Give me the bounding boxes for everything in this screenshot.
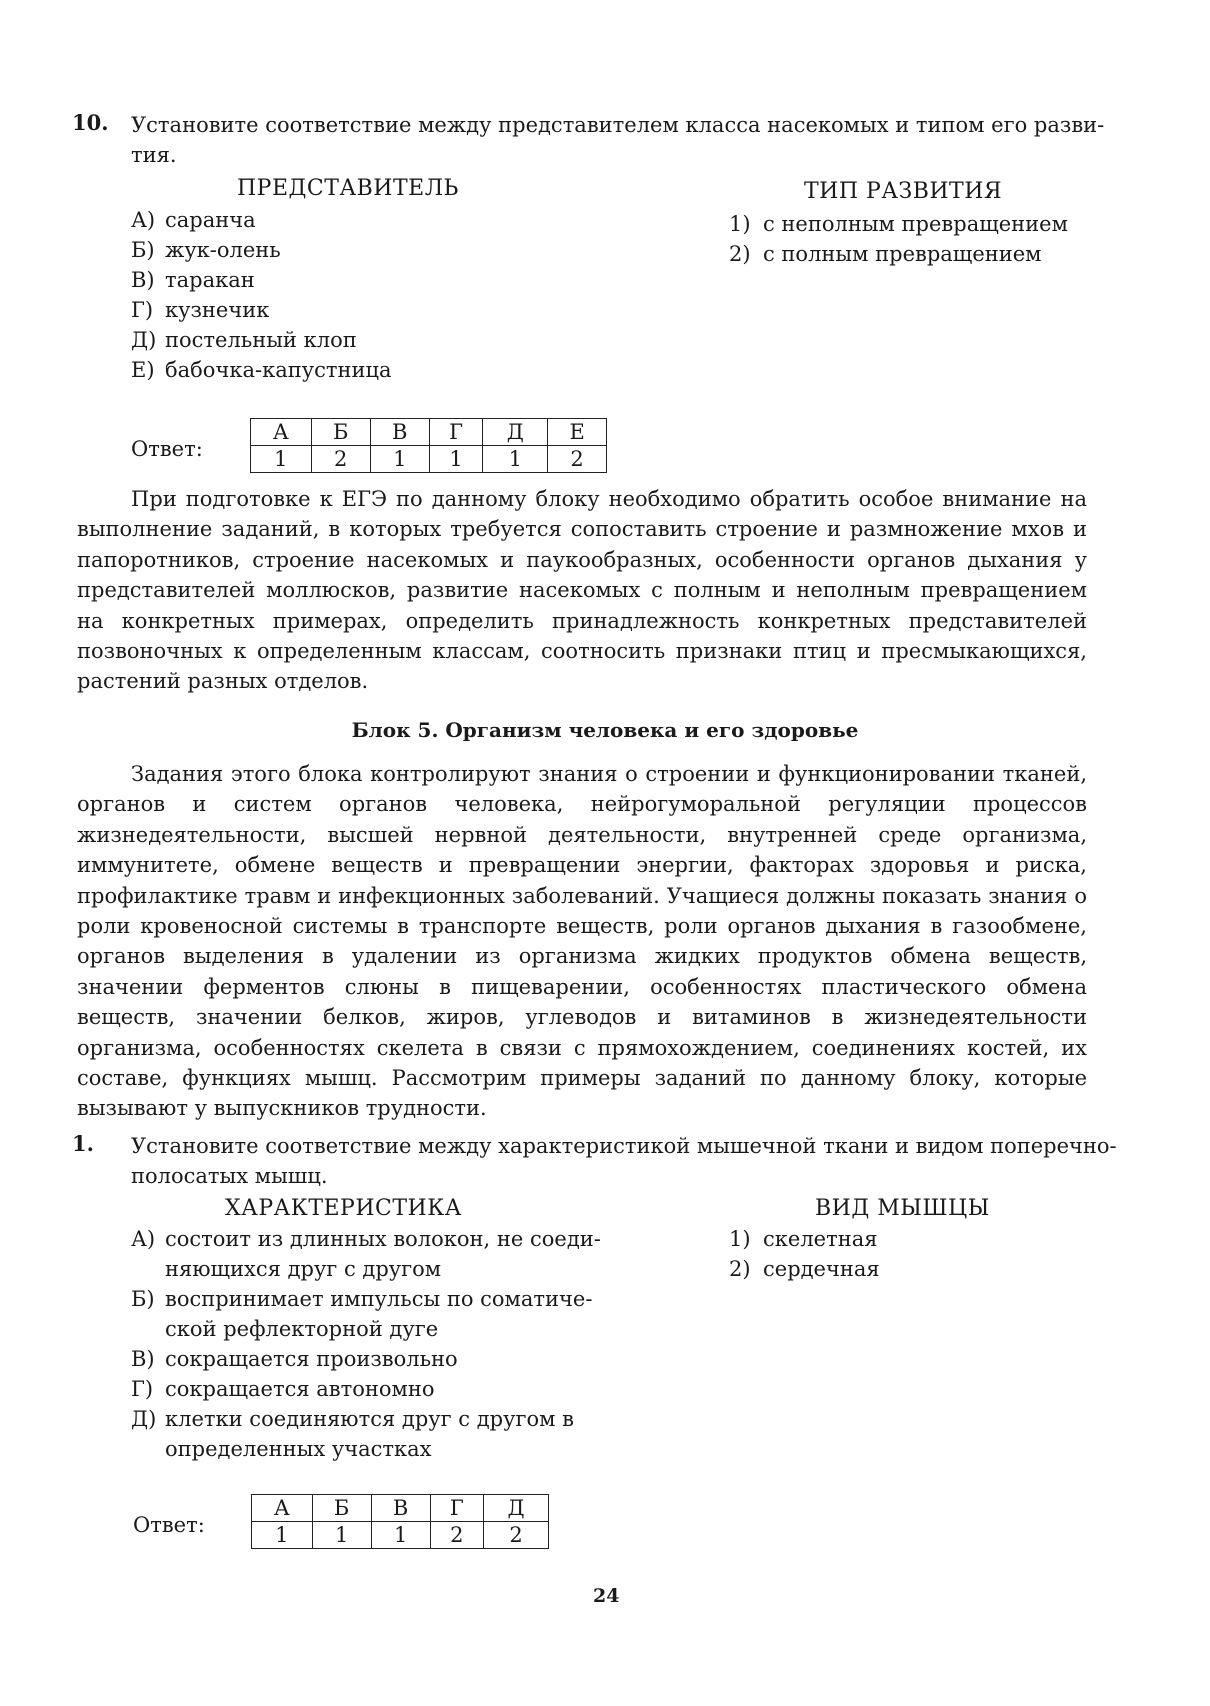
answer-header-cell: В xyxy=(371,1495,430,1522)
list-item: В) сокращается произвольно xyxy=(131,1347,458,1371)
question-text-line1: Установите соответствие между характеристикой мышечной ткани и видом поперечно- xyxy=(131,1134,1117,1158)
answer-header-row xyxy=(251,419,607,446)
left-column-header: ХАРАКТЕРИСТИКА xyxy=(225,1196,462,1221)
answer-value-cell: 1 xyxy=(312,1522,371,1549)
option-item: 2) с полным превращением xyxy=(729,242,1042,266)
answer-value-cell: 2 xyxy=(548,446,607,473)
right-column-header: ВИД МЫШЦЫ xyxy=(815,1196,990,1221)
answer-header-cell: Е xyxy=(548,419,607,446)
answer-header-cell: В xyxy=(370,419,429,446)
list-item: Д) клетки соединяются друг с другом в xyxy=(131,1407,574,1431)
list-item-continuation: няющихся друг с другом xyxy=(165,1257,442,1281)
answer-value-cell: 2 xyxy=(311,446,370,473)
question-text-line2: тия. xyxy=(131,143,177,167)
answer-header-cell: А xyxy=(252,1495,313,1522)
answer-value-row xyxy=(252,1522,549,1549)
list-item: Б) жук-олень xyxy=(131,238,281,262)
left-column-header: ПРЕДСТАВИТЕЛЬ xyxy=(237,176,459,201)
answer-value-cell: 2 xyxy=(430,1522,483,1549)
q10-options-list xyxy=(729,209,1068,269)
right-column-header: ТИП РАЗВИТИЯ xyxy=(804,179,1003,204)
answer-header-cell: Б xyxy=(311,419,370,446)
option-item: 2) сердечная xyxy=(729,1257,880,1281)
list-item: Г) сокращается автономно xyxy=(131,1377,435,1401)
answer-value-cell: 1 xyxy=(371,1522,430,1549)
answer-value-cell: 2 xyxy=(484,1522,549,1549)
question-number: 1. xyxy=(72,1131,94,1156)
answer-value-cell: 1 xyxy=(429,446,483,473)
answer-value-cell: 1 xyxy=(252,1522,313,1549)
list-item-continuation: определенных участках xyxy=(165,1437,432,1461)
option-item: 1) скелетная xyxy=(729,1227,878,1251)
question-number: 10. xyxy=(72,110,109,135)
option-item: 1) с неполным превращением xyxy=(729,212,1068,236)
list-item-continuation: ской рефлекторной дуге xyxy=(165,1317,439,1341)
q10-items-list xyxy=(131,205,391,385)
answer-value-cell: 1 xyxy=(370,446,429,473)
list-item: А) состоит из длинных волокон, не соеди- xyxy=(131,1227,601,1251)
list-item: Б) воспринимает импульсы по соматиче- xyxy=(131,1287,593,1311)
q1-options-list xyxy=(729,1224,880,1284)
answer-value-row xyxy=(251,446,607,473)
answer-header-cell: А xyxy=(251,419,312,446)
list-item: Е) бабочка-капустница xyxy=(131,358,392,382)
q1-items-list xyxy=(131,1224,601,1464)
answer-table xyxy=(250,418,607,473)
summary-paragraph: При подготовке к ЕГЭ по данному блоку необходимо обратить особое внимание на выполнение заданий, в которых требуется сопоставить строение и размножение мхов и папоротников, строение насекомых и паукообразных, особенности органов дыхания у представителей моллюсков, развитие насекомых с полным и неполным превращением на конкретных примерах, определить принадлежность конкретных представителей позвоночных к определенным классам, соотносить признаки птиц и пресмыкающихся, растений разных отделов. xyxy=(77,487,1087,694)
answer-label: Ответ: xyxy=(133,1513,205,1537)
block-title: Блок 5. Организм человека и его здоровье xyxy=(351,718,859,742)
list-item: А) саранча xyxy=(131,208,256,232)
page-number: 24 xyxy=(593,1585,620,1607)
list-item: В) таракан xyxy=(131,268,255,292)
answer-header-cell: Д xyxy=(484,1495,549,1522)
answer-table xyxy=(251,1494,549,1549)
answer-header-row xyxy=(252,1495,549,1522)
answer-header-cell: Б xyxy=(312,1495,371,1522)
answer-header-cell: Г xyxy=(430,1495,483,1522)
intro-paragraph: Задания этого блока контролируют знания о строении и функционировании тканей, органов и систем органов человека, нейрогуморальной регуляции процессов жизнедеятельности, высшей нервной деятельности, внутренней среде организма, иммунитете, обмене веществ и превращении энергии, факторах здоровья и риска, профилактике травм и инфекционных заболеваний. Учащиеся должны показать знания о роли кровеносной системы в транспорте веществ, роли органов дыхания в газообмене, органов выделения в удалении из организма жидких продуктов обмена веществ, значении ферментов слюны в пищеварении, особенностях пластического обмена веществ, значении белков, жиров, углеводов и витаминов в жизнедеятельности организма, особенностях скелета в связи с прямохождением, соединениях костей, их составе, функциях мышц. Рассмотрим примеры заданий по данному блоку, которые вызывают у выпускников трудности. xyxy=(77,762,1087,1121)
question-text-line1: Установите соответствие между представителем класса насекомых и типом его разви- xyxy=(131,113,1105,137)
list-item: Г) кузнечик xyxy=(131,298,270,322)
answer-header-cell: Г xyxy=(429,419,483,446)
answer-value-cell: 1 xyxy=(251,446,312,473)
question-text-line2: полосатых мышц. xyxy=(131,1164,328,1188)
answer-header-cell: Д xyxy=(483,419,548,446)
answer-value-cell: 1 xyxy=(483,446,548,473)
list-item: Д) постельный клоп xyxy=(131,328,357,352)
answer-label: Ответ: xyxy=(131,437,203,461)
